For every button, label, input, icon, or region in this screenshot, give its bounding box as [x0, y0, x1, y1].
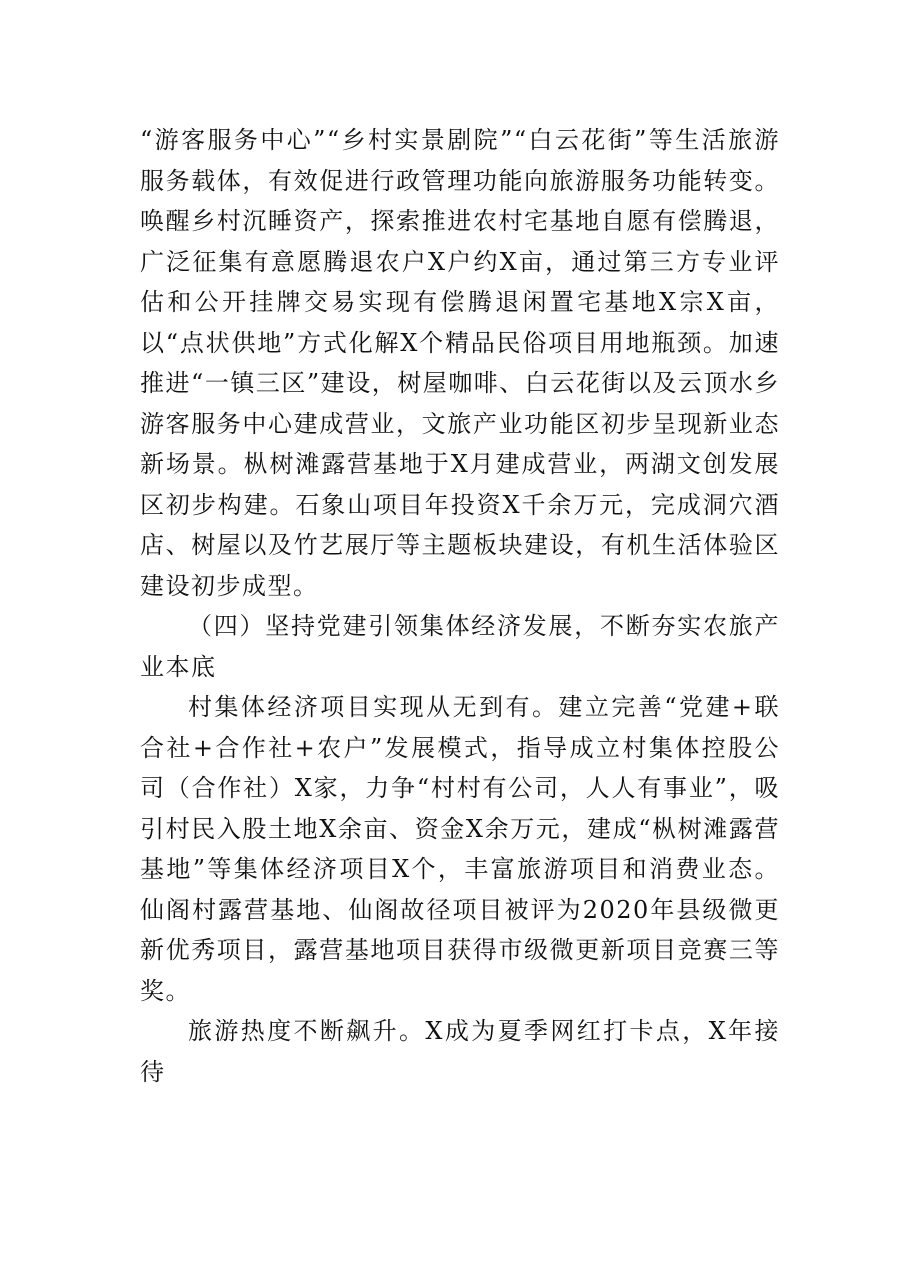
paragraph-continuation: “游客服务中心”“乡村实景剧院”“白云花街”等生活旅游服务载体，有效促进行政管理功能向旅游服务功能转变。唤醒乡村沉睡资产，探索推进农村宅基地自愿有偿腾退，广泛征集有意愿腾退农户X户约X亩，通过第三方专业评估和公开挂牌交易实现有偿腾退闲置宅基地X宗X亩，以“点状供地”方式化解X个精品民俗项目用地瓶颈。加速推进“一镇三区”建设，树屋咖啡、白云花街以及云顶水乡游客服务中心建成营业，文旅产业功能区初步呈现新业态新场景。枞树滩露营基地于X月建成营业，两湖文创发展区初步构建。石象山项目年投资X千余万元，完成洞穴酒店、树屋以及竹艺展厅等主题板块建设，有机生活体验区建设初步成型。 — [140, 126, 780, 600]
paragraph: 旅游热度不断飙升。X成为夏季网红打卡点，X年接待 — [140, 1017, 780, 1086]
document-body — [140, 120, 780, 1092]
section-heading: （四）坚持党建引领集体经济发展，不断夯实农旅产业本底 — [140, 612, 780, 681]
paragraph: 村集体经济项目实现从无到有。建立完善“党建+联合社+合作社+农户”发展模式，指导成立村集体控股公司（合作社）X家，力争“村村有公司，人人有事业”，吸引村民入股土地X余亩、资金X余万元，建成“枞树滩露营基地”等集体经济项目X个，丰富旅游项目和消费业态。仙阁村露营基地、仙阁故径项目被评为2020年县级微更新优秀项目，露营基地项目获得市级微更新项目竞赛三等奖。 — [140, 693, 780, 1005]
